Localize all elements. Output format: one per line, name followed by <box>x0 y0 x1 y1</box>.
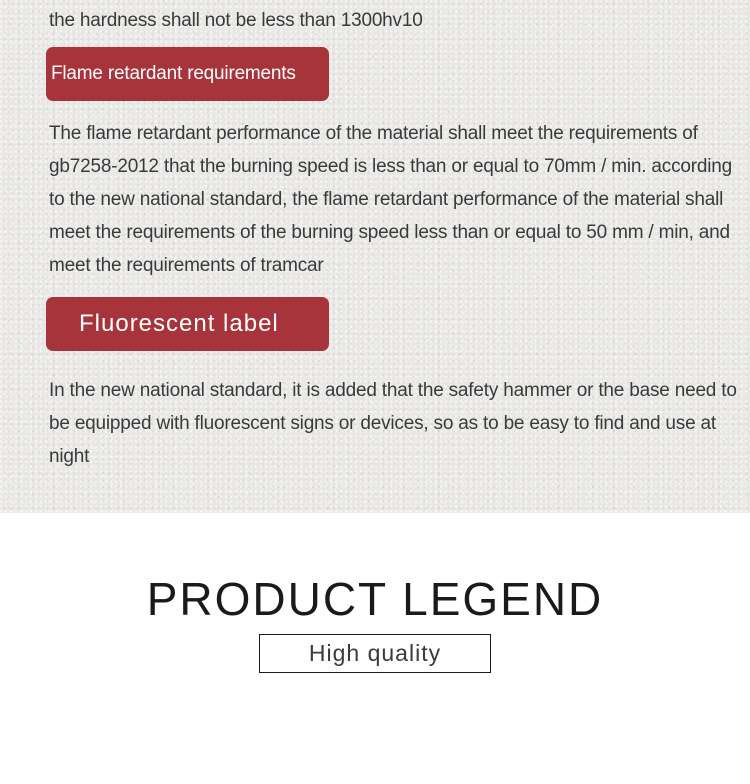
flame-retardant-paragraph: The flame retardant performance of the material shall meet the requirements of gb7258-2012 that the burning speed is less than or equal to 70mm / min. according to the new national standard, the flame retardant performance of the material shall meet the requirements of the burning speed less than or equal to 50 mm / min, and meet the requirements of tramcar <box>49 123 733 276</box>
flame-retardant-heading: Flame retardant requirements <box>46 47 329 101</box>
high-quality-label: High quality <box>259 634 491 673</box>
hardness-text: the hardness shall not be less than 1300hv10 <box>49 10 423 31</box>
fluorescent-label-heading: Fluorescent label <box>46 297 329 351</box>
fluorescent-label-paragraph: In the new national standard, it is added that the safety hammer or the base need to be equipped with fluorescent signs or devices, so as to be easy to find and use at night <box>49 380 737 467</box>
product-legend-title: PRODUCT LEGEND <box>146 573 604 625</box>
